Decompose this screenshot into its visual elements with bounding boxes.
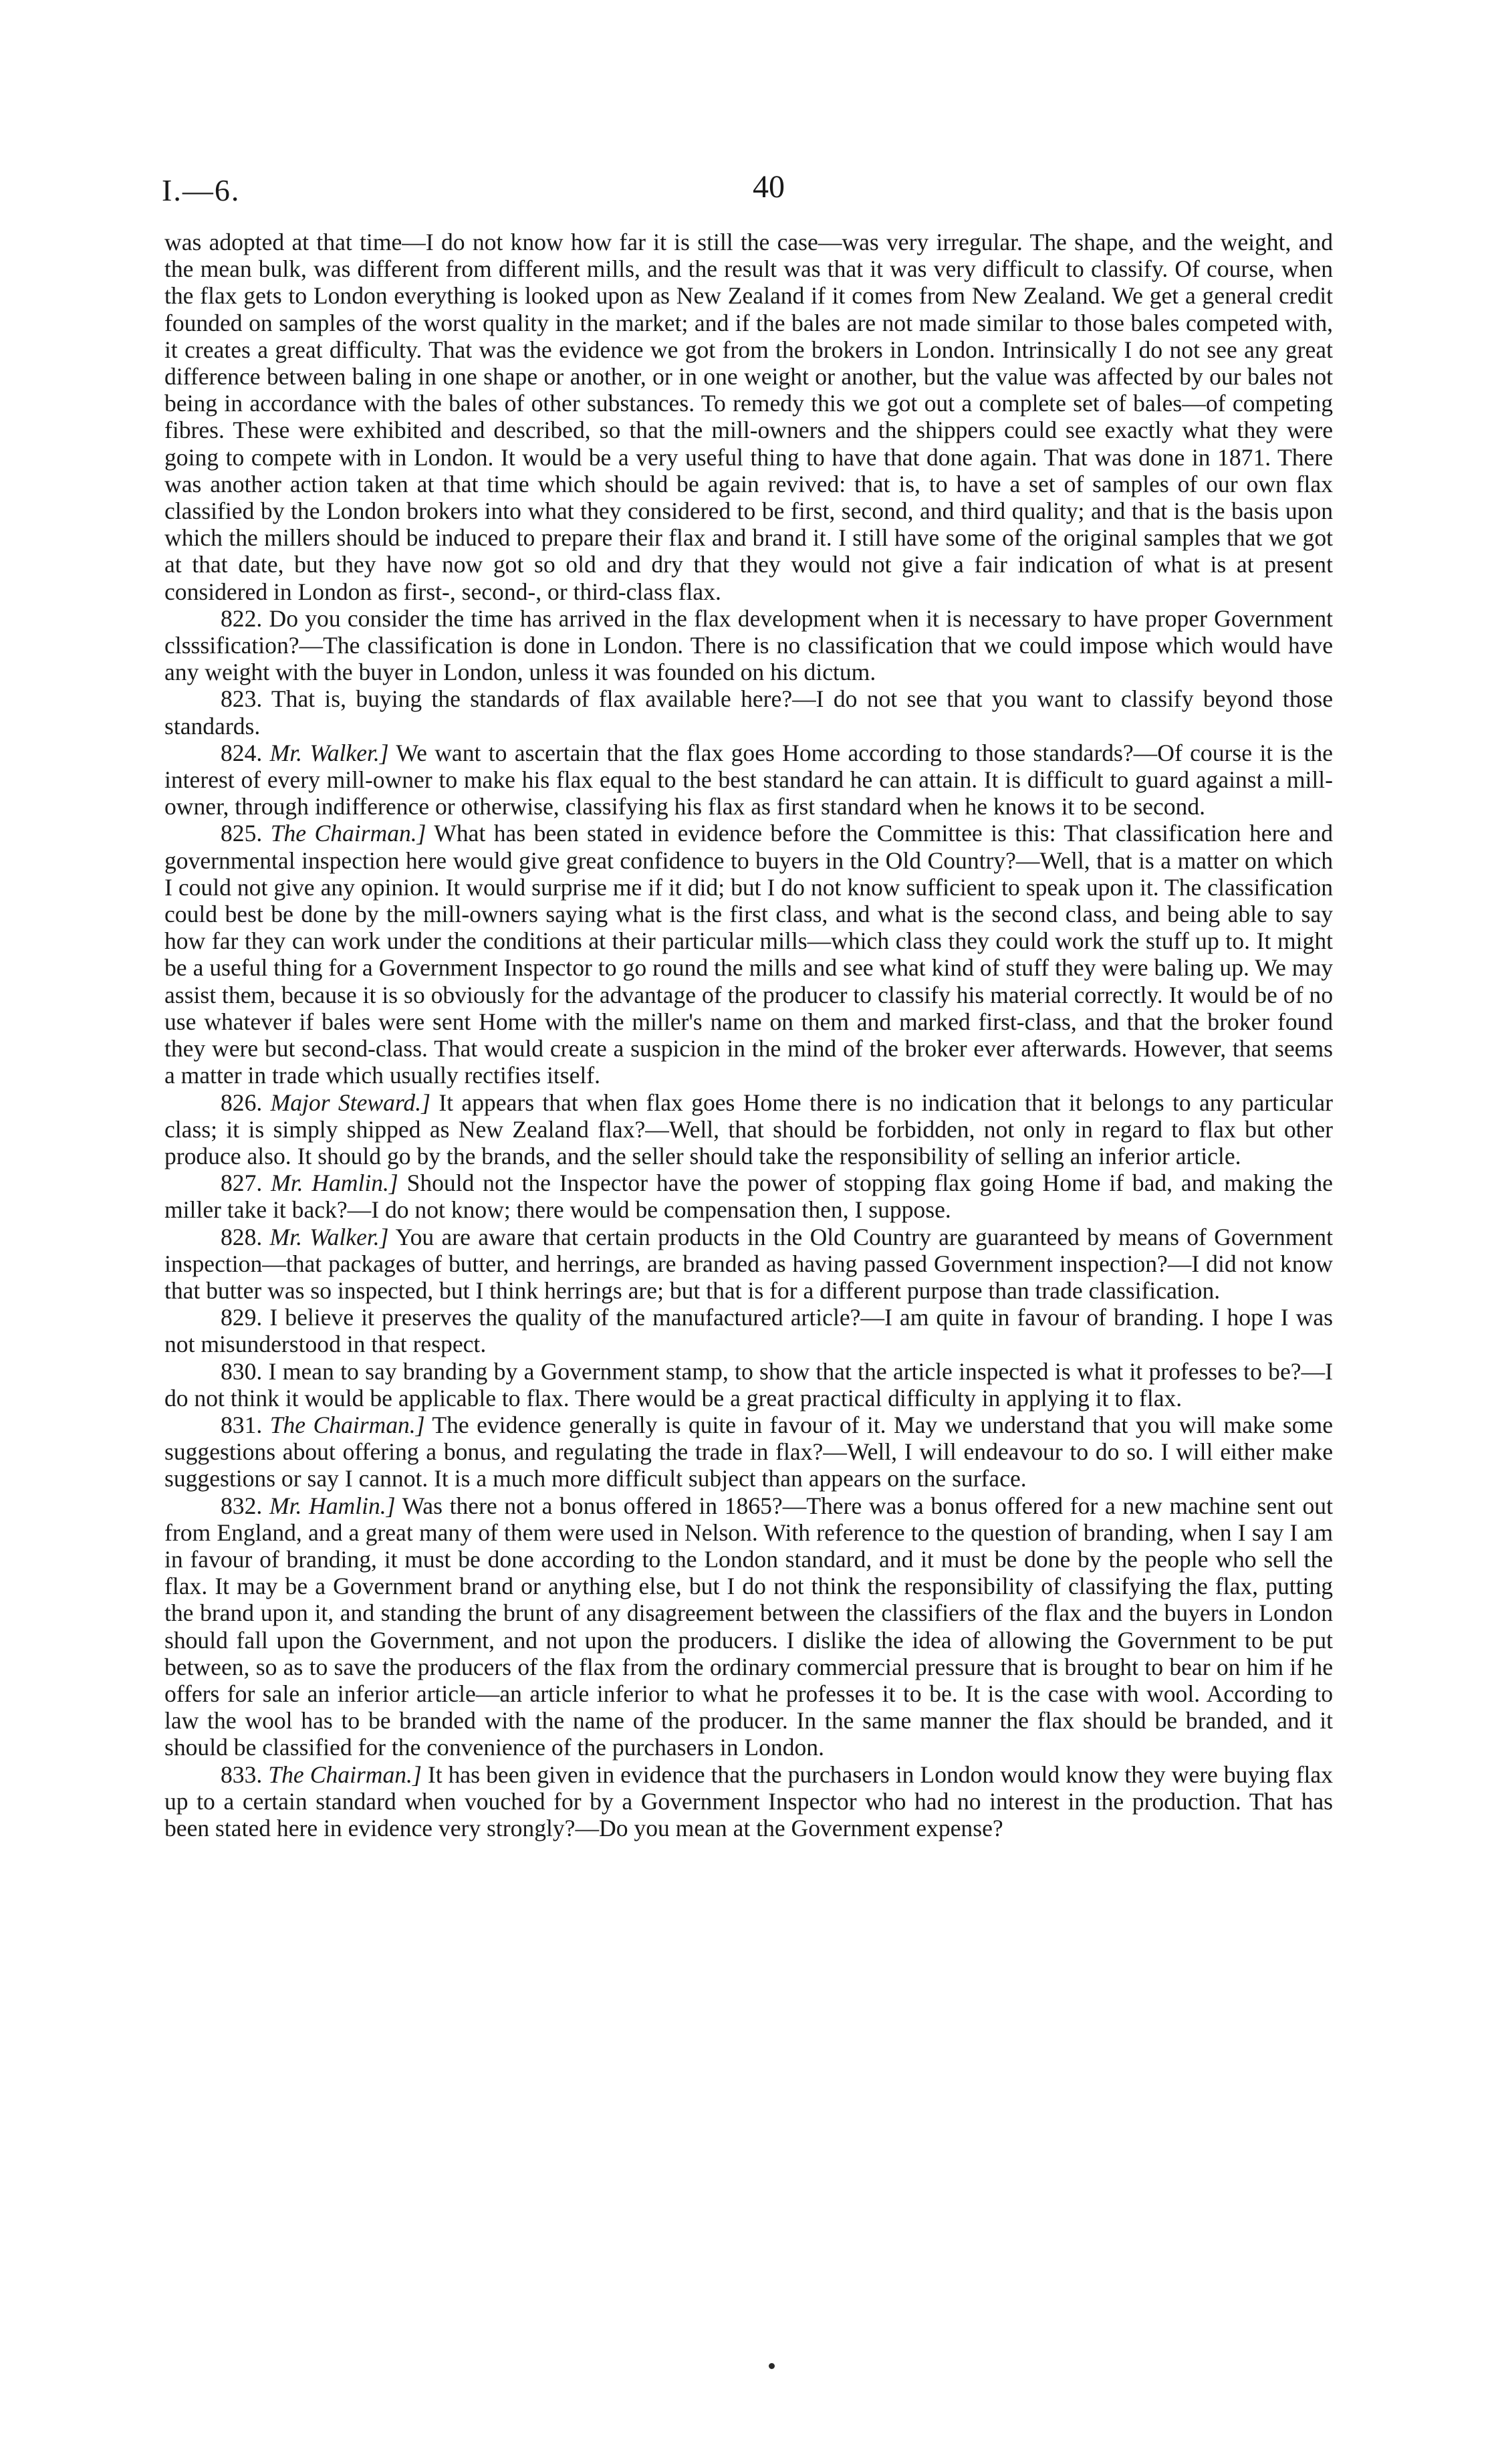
question-831 [164, 1412, 1333, 1492]
question-number: 823. [221, 685, 263, 713]
question-number: 828. [221, 1223, 263, 1250]
question-number: 830. [221, 1357, 263, 1385]
paragraph-text: It has been given in evidence that the purchasers in London would know they were buying flax up to a certain standard when vouched for by a Government Inspector who had no interest in the production. That has been stated here in evidence very strongly?—Do you mean at the Government expense? [164, 1761, 1334, 1841]
speaker-name: The Chairman.] [270, 820, 426, 847]
paragraph-text: It appears that when flax goes Home there is no indication that it belongs to any particular class; it is simply shipped as New Zealand flax?—Well, that should be forbidden, not only in regard to flax but other produce also. It should go by the brands, and the seller should take the responsibility of selling an inferior article. [164, 1089, 1333, 1169]
question-832 [164, 1492, 1333, 1761]
text-body [164, 229, 1333, 1841]
page-number: 40 [753, 169, 785, 205]
paragraph-continuation [164, 229, 1333, 605]
question-number: 831. [221, 1411, 263, 1438]
question-number: 825. [221, 820, 263, 847]
paragraph-text: Do you consider the time has arrived in the flax development when it is necessary to have proper Government clsssification?—The classification is done in London. There is no classification that we could impose which would have any weight with the buyer in London, unless it was founded on his dictum. [164, 604, 1333, 686]
question-822 [164, 605, 1333, 686]
question-833 [164, 1761, 1333, 1842]
paragraph-text: Should not the Inspector have the power of stopping flax going Home if bad, and making the miller take it back?—I do not know; there would be compensation then, I suppose. [164, 1169, 1333, 1224]
speaker-name: Major Steward.] [270, 1089, 430, 1116]
question-829 [164, 1304, 1333, 1357]
paragraph-text: I mean to say branding by a Government stamp, to show that the article inspected is what it professes to be?—I do not think it would be applicable to flax. There would be a great practical difficulty in applying it to flax. [164, 1357, 1333, 1412]
question-number: 829. [221, 1304, 263, 1331]
question-827 [164, 1169, 1333, 1223]
question-824 [164, 740, 1333, 820]
question-830 [164, 1358, 1333, 1412]
speaker-name: Mr. Hamlin.] [269, 1492, 396, 1519]
speaker-name: The Chairman.] [268, 1761, 422, 1788]
question-number: 826. [221, 1089, 263, 1116]
paragraph-text: The evidence generally is quite in favour of it. May we understand that you will make some suggestions about offering a bonus, and regulating the trade in flax?—Well, I will endeavour to do so. I will either make suggestions or say I cannot. It is a much more difficult subject than appears on the surface. [164, 1411, 1333, 1492]
question-823 [164, 685, 1333, 739]
speaker-name: The Chairman.] [269, 1411, 425, 1438]
question-number: 822. [221, 604, 263, 632]
paragraph-text: I believe it preserves the quality of the manufactured article?—I am quite in favour of branding. I hope I was not misunderstood in that respect. [164, 1304, 1333, 1358]
speaker-name: Mr. Walker.] [269, 739, 389, 766]
speaker-name: Mr. Hamlin.] [271, 1169, 398, 1197]
paragraph-text: We want to ascertain that the flax goes Home according to those standards?—Of course it is the interest of every mill-owner to make his flax equal to the best standard he can attain. It is difficult to guard against a mill-owner, through indifference or otherwise, classifying his flax as first standard when he knows it to be second. [164, 739, 1333, 820]
paragraph-text: That is, buying the standards of flax available here?—I do not see that you want to classify beyond those standards. [164, 685, 1333, 740]
question-number: 824. [221, 739, 263, 766]
paragraph-text: Was there not a bonus offered in 1865?—There was a bonus offered for a new machine sent out from England, and a great many of them were used in Nelson. With reference to the question of branding, when I say I am in favour of branding, it must be done according to the London standard, and it must be done by the people who sell the flax. It may be a Government brand or anything else, but I do not think the responsibility of classifying the flax, putting the brand upon it, and standing the brunt of any disagreement between the classifiers of the flax and the buyers in London should fall upon the Government, and not upon the producers. I dislike the idea of allowing the Government to be put between, so as to save the producers of the flax from the ordinary commercial pressure that is brought to bear on him if he offers for sale an inferior article—an article inferior to what he professes it to be. It is the case with wool. According to law the wool has to be branded with the name of the producer. In the same manner the flax should be branded, and it should be classified for the convenience of the purchasers in London. [164, 1492, 1333, 1761]
question-828 [164, 1224, 1333, 1305]
question-number: 827. [221, 1169, 263, 1197]
paragraph-text: You are aware that certain products in the Old Country are guaranteed by means of Government inspection—that packages of butter, and herrings, are branded as having passed Government inspection?—I did not know that butter was so inspected, but I think herrings are; but that is for a different purpose than trade classification. [164, 1223, 1333, 1304]
page-reference: I.—6. [162, 173, 241, 207]
question-826 [164, 1089, 1333, 1170]
page-mark-dot [769, 2363, 775, 2369]
speaker-name: Mr. Walker.] [269, 1223, 389, 1250]
paragraph-text: was adopted at that time—I do not know how far it is still the case—was very irregular. The shape, and the weight, and the mean bulk, was different from different mills, and the result was that it was very difficult to classify. Of course, when the flax gets to London everything is looked upon as New Zealand if it comes from New Zealand. We get a general credit founded on samples of the worst quality in the market; and if the bales are not made similar to those bales competed with, it creates a great difficulty. That was the evidence we got from the brokers in London. Intrinsically I do not see any great difference between baling in one shape or another, or in one weight or another, but the value was affected by our bales not being in accordance with the bales of other substances. To remedy this we got out a complete set of bales—of competing fibres. These were exhibited and described, so that the mill-owners and the shippers could see exactly what they were going to compete with in London. It would be a very useful thing to have that done again. That was done in 1871. There was another action taken at that time which should be again revived: that is, to have a set of samples of our own flax classified by the London brokers into what they considered to be first, second, and third quality; and that is the basis upon which the millers should be induced to prepare their flax and brand it. I still have some of the original samples that we got at that date, but they have now got so old and dry that they would not give a fair indication of what is at present considered in London as first-, second-, or third-class flax. [164, 229, 1333, 605]
question-825 [164, 820, 1333, 1089]
paragraph-text: What has been stated in evidence before the Committee is this: That classification here and governmental inspection here would give great confidence to buyers in the Old Country?—Well, that is a matter on which I could not give any opinion. It would surprise me if it did; but I do not know sufficient to speak upon it. The classification could best be done by the mill-owners saying what is the first class, and what is the second class, and being able to say how far they can work under the conditions at their particular mills—which class they could work the stuff up to. It might be a useful thing for a Government Inspector to go round the mills and see what kind of stuff they were baling up. We may assist them, because it is so obviously for the advantage of the producer to classify his material correctly. It would be of no use whatever if bales were sent Home with the miller's name on them and marked first-class, and that the broker found they were but second-class. That would create a suspicion in the mind of the broker ever afterwards. However, that seems a matter in trade which usually rectifies itself. [164, 820, 1333, 1089]
question-number: 833. [221, 1761, 263, 1788]
question-number: 832. [221, 1492, 263, 1519]
